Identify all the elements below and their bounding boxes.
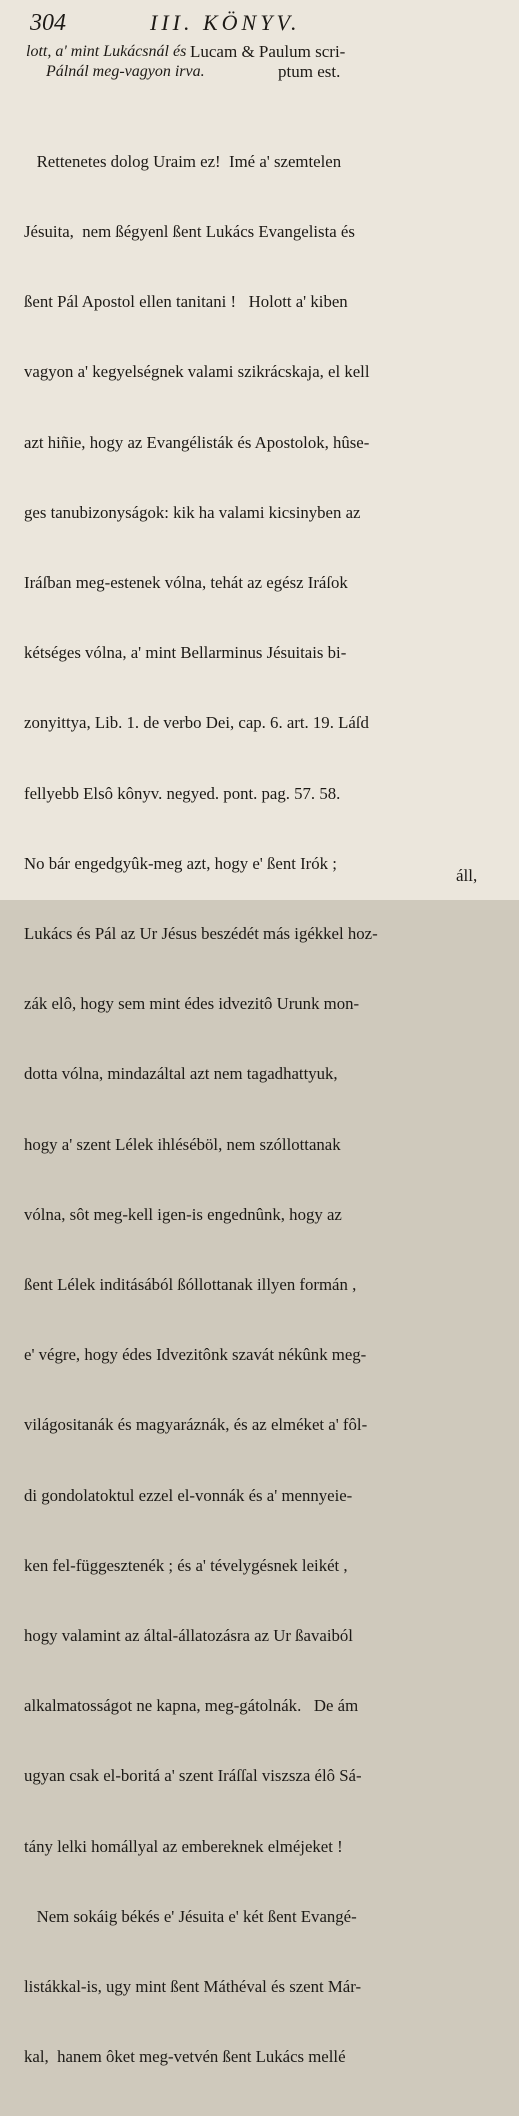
text-line: Iráſban meg-estenek vólna, tehát az egész Iráſok <box>24 573 348 593</box>
text-line: világositanák és magyaráznák, és az elméket a' fôl- <box>24 1415 368 1435</box>
text-line: kétséges vólna, a' mint Bellarminus Jésuitais bi- <box>24 643 347 663</box>
text-line: Rettenetes dolog Uraim ez! Imé a' szemtelen <box>24 151 342 171</box>
text-line: ken fel-függesztenék ; és a' tévelygésnek leikét , <box>24 1555 348 1575</box>
citation-line: ptum est. <box>278 62 341 81</box>
text-line: tány lelki homállyal az embereknek elméjeket ! <box>24 1836 343 1856</box>
text-line: zák elô, hogy sem mint édes idvezitô Urunk mon- <box>24 994 360 1014</box>
text-line: zonyittya, Lib. 1. de verbo Dei, cap. 6. art. 19. Láſd <box>24 713 369 733</box>
text-line: Lukács és Pál az Ur Jésus beszédét más igékkel hoz- <box>24 924 378 944</box>
text-line: ges tanubizonyságok: kik ha valami kicsinyben az <box>24 502 361 522</box>
text-line: kal, hanem ôket meg-vetvén ßent Lukács mellé <box>24 2047 346 2067</box>
text-line: Jésuita, nem ßégyenl ßent Lukács Evangelista és <box>24 222 355 242</box>
text-line: ßent Pál Apostol ellen tanitani ! Holott a' kiben <box>24 292 348 312</box>
text-line: listákkal-is, ugy mint ßent Máthéval és szent Már- <box>24 1977 362 1997</box>
text-line: dotta vólna, mindazáltal azt nem tagadhattyuk, <box>24 1064 338 1084</box>
text-line: fellyebb Elsô kônyv. negyed. pont. pag. 57. 58. <box>24 783 341 803</box>
text-line: e' végre, hogy édes Idvezitônk szavát nékûnk meg- <box>24 1345 367 1365</box>
text-line: hogy valamint az által-állatozásra az Ur ßavaiból <box>24 1626 353 1646</box>
catchword: áll, <box>456 866 478 885</box>
page-number: 304 <box>30 10 66 36</box>
text-line: hogy a' szent Lélek ihléséböl, nem szóllottanak <box>24 1134 341 1154</box>
text-line: No bár engedgyûk-meg azt, hogy e' ßent Irók ; <box>24 853 337 873</box>
latin-citation <box>190 42 345 82</box>
text-line: di gondolatoktul ezzel el-vonnák és a' mennyeie- <box>24 1485 353 1505</box>
text-line: Nem sokáig békés e' Jésuita e' két ßent Evangé- <box>24 1906 357 1926</box>
text-line: alkalmatosságot ne kapna, meg-gátolnák. De ám <box>24 1696 359 1716</box>
margin-note <box>26 42 205 82</box>
citation-line: Lucam & Paulum scri- <box>190 42 346 61</box>
margin-note-line: Pálnál meg-vagyon irva. <box>46 63 205 80</box>
margin-note-line: lott, a' mint Lukácsnál és <box>26 43 187 60</box>
running-head: III. KÖNYV. <box>150 10 301 35</box>
body-text <box>24 103 494 2116</box>
text-line: vagyon a' kegyelségnek valami szikrácskaja, el kell <box>24 362 370 382</box>
text-line: vólna, sôt meg-kell igen-is engednûnk, hogy az <box>24 1204 342 1224</box>
text-line: ugyan csak el-boritá a' szent Iráſſal viszsza élô Sá- <box>24 1766 362 1786</box>
text-line: azt hiñie, hogy az Evangélisták és Apostolok, hûse- <box>24 432 370 452</box>
text-line: ßent Lélek inditásából ßóllottanak illyen formán , <box>24 1275 357 1295</box>
